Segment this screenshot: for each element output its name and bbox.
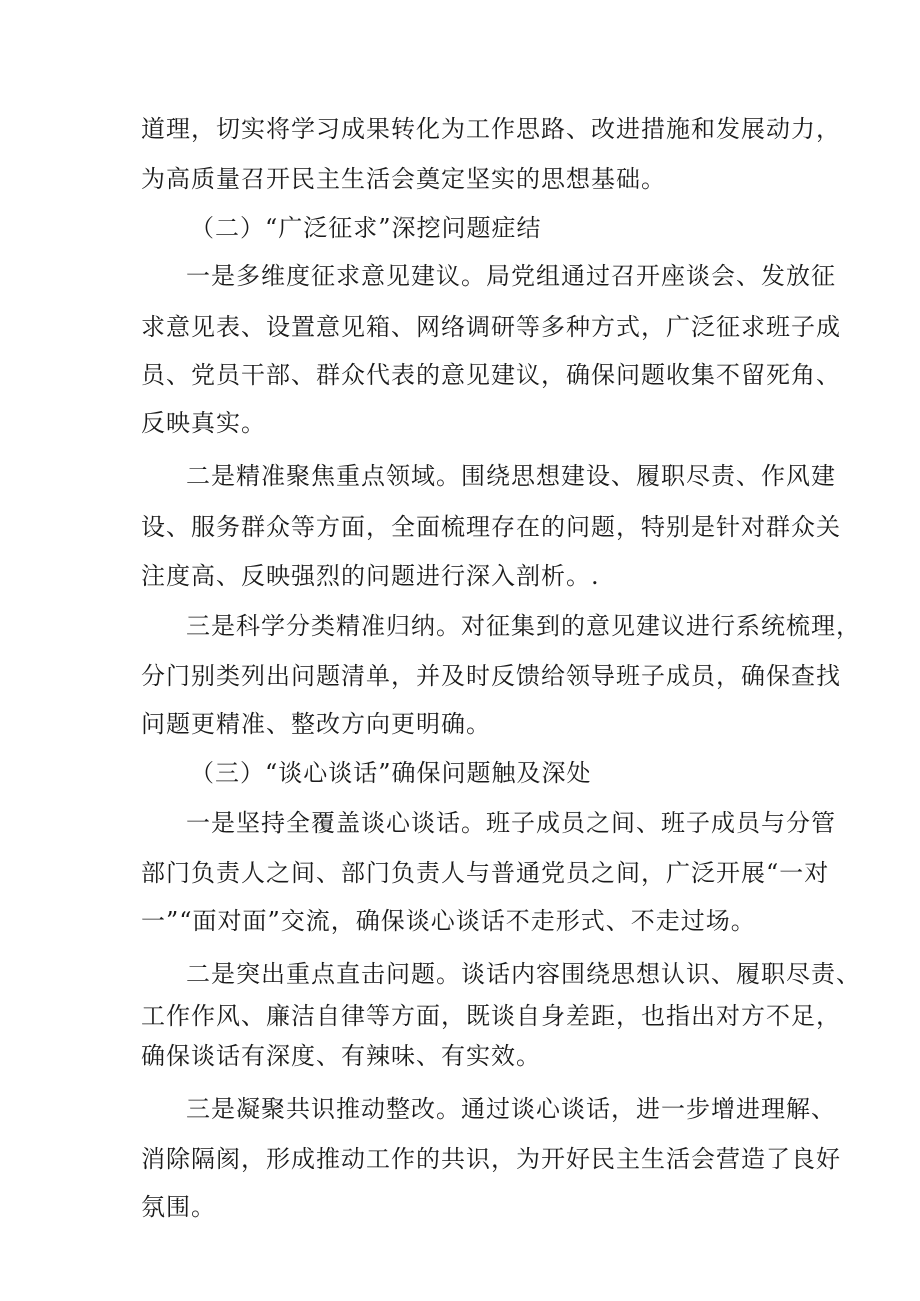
paragraph-line-5: 二是精准聚焦重点领域。围绕思想建设、履职尽责、作风建	[186, 462, 836, 490]
paragraph-line-17: 三是凝聚共识推动整改。通过谈心谈话，进一步增进理解、	[186, 1095, 836, 1123]
paragraph-line-19: 氛围。	[141, 1193, 216, 1221]
paragraph-line-10: 问题更精准、整改方向更明确。	[141, 710, 491, 738]
paragraph-line-12: 部门负责人之间、部门负责人与普通党员之间，广泛开展“一对	[141, 859, 830, 887]
paragraph-line-2: 求意见表、设置意见箱、网络调研等多种方式，广泛征求班子成	[141, 313, 841, 341]
paragraph-line-13: 一”“面对面”交流，确保谈心谈话不走形式、不走过场。	[141, 907, 756, 935]
paragraph-line-15: 工作作风、廉洁自律等方面，既谈自身差距，也指出对方不足，	[141, 1002, 841, 1030]
paragraph-line-9: 分门别类列出问题清单，并及时反馈给领导班子成员，确保查找	[141, 662, 841, 690]
paragraph-line-8: 三是科学分类精准归纳。对征集到的意见建议进行系统梳理，	[186, 612, 861, 640]
paragraph-line-3: 员、党员干部、群众代表的意见建议，确保问题收集不留死角、	[141, 361, 841, 389]
paragraph-line-14: 二是突出重点直击问题。谈话内容围绕思想认识、履职尽责、	[186, 960, 861, 988]
paragraph-line-4: 反映真实。	[141, 409, 266, 437]
body-line-2: 为高质量召开民主生活会奠定坚实的思想基础。	[141, 165, 666, 193]
paragraph-line-6: 设、服务群众等方面，全面梳理存在的问题，特别是针对群众关	[141, 513, 841, 541]
section-heading-2: （二）“广泛征求”深挖问题症结	[190, 214, 542, 242]
paragraph-line-18: 消除隔阂，形成推动工作的共识，为开好民主生活会营造了良好	[141, 1145, 841, 1173]
section-heading-3: （三）“谈心谈话”确保问题触及深处	[190, 759, 592, 787]
paragraph-line-11: 一是坚持全覆盖谈心谈话。班子成员之间、班子成员与分管	[186, 809, 836, 837]
body-line-1: 道理，切实将学习成果转化为工作思路、改进措施和发展动力，	[141, 115, 841, 143]
paragraph-line-7: 注度高、反映强烈的问题进行深入剖析。.	[141, 562, 600, 590]
paragraph-line-16: 确保谈话有深度、有辣味、有实效。	[141, 1042, 541, 1070]
paragraph-line-1: 一是多维度征求意见建议。局党组通过召开座谈会、发放征	[186, 262, 836, 290]
